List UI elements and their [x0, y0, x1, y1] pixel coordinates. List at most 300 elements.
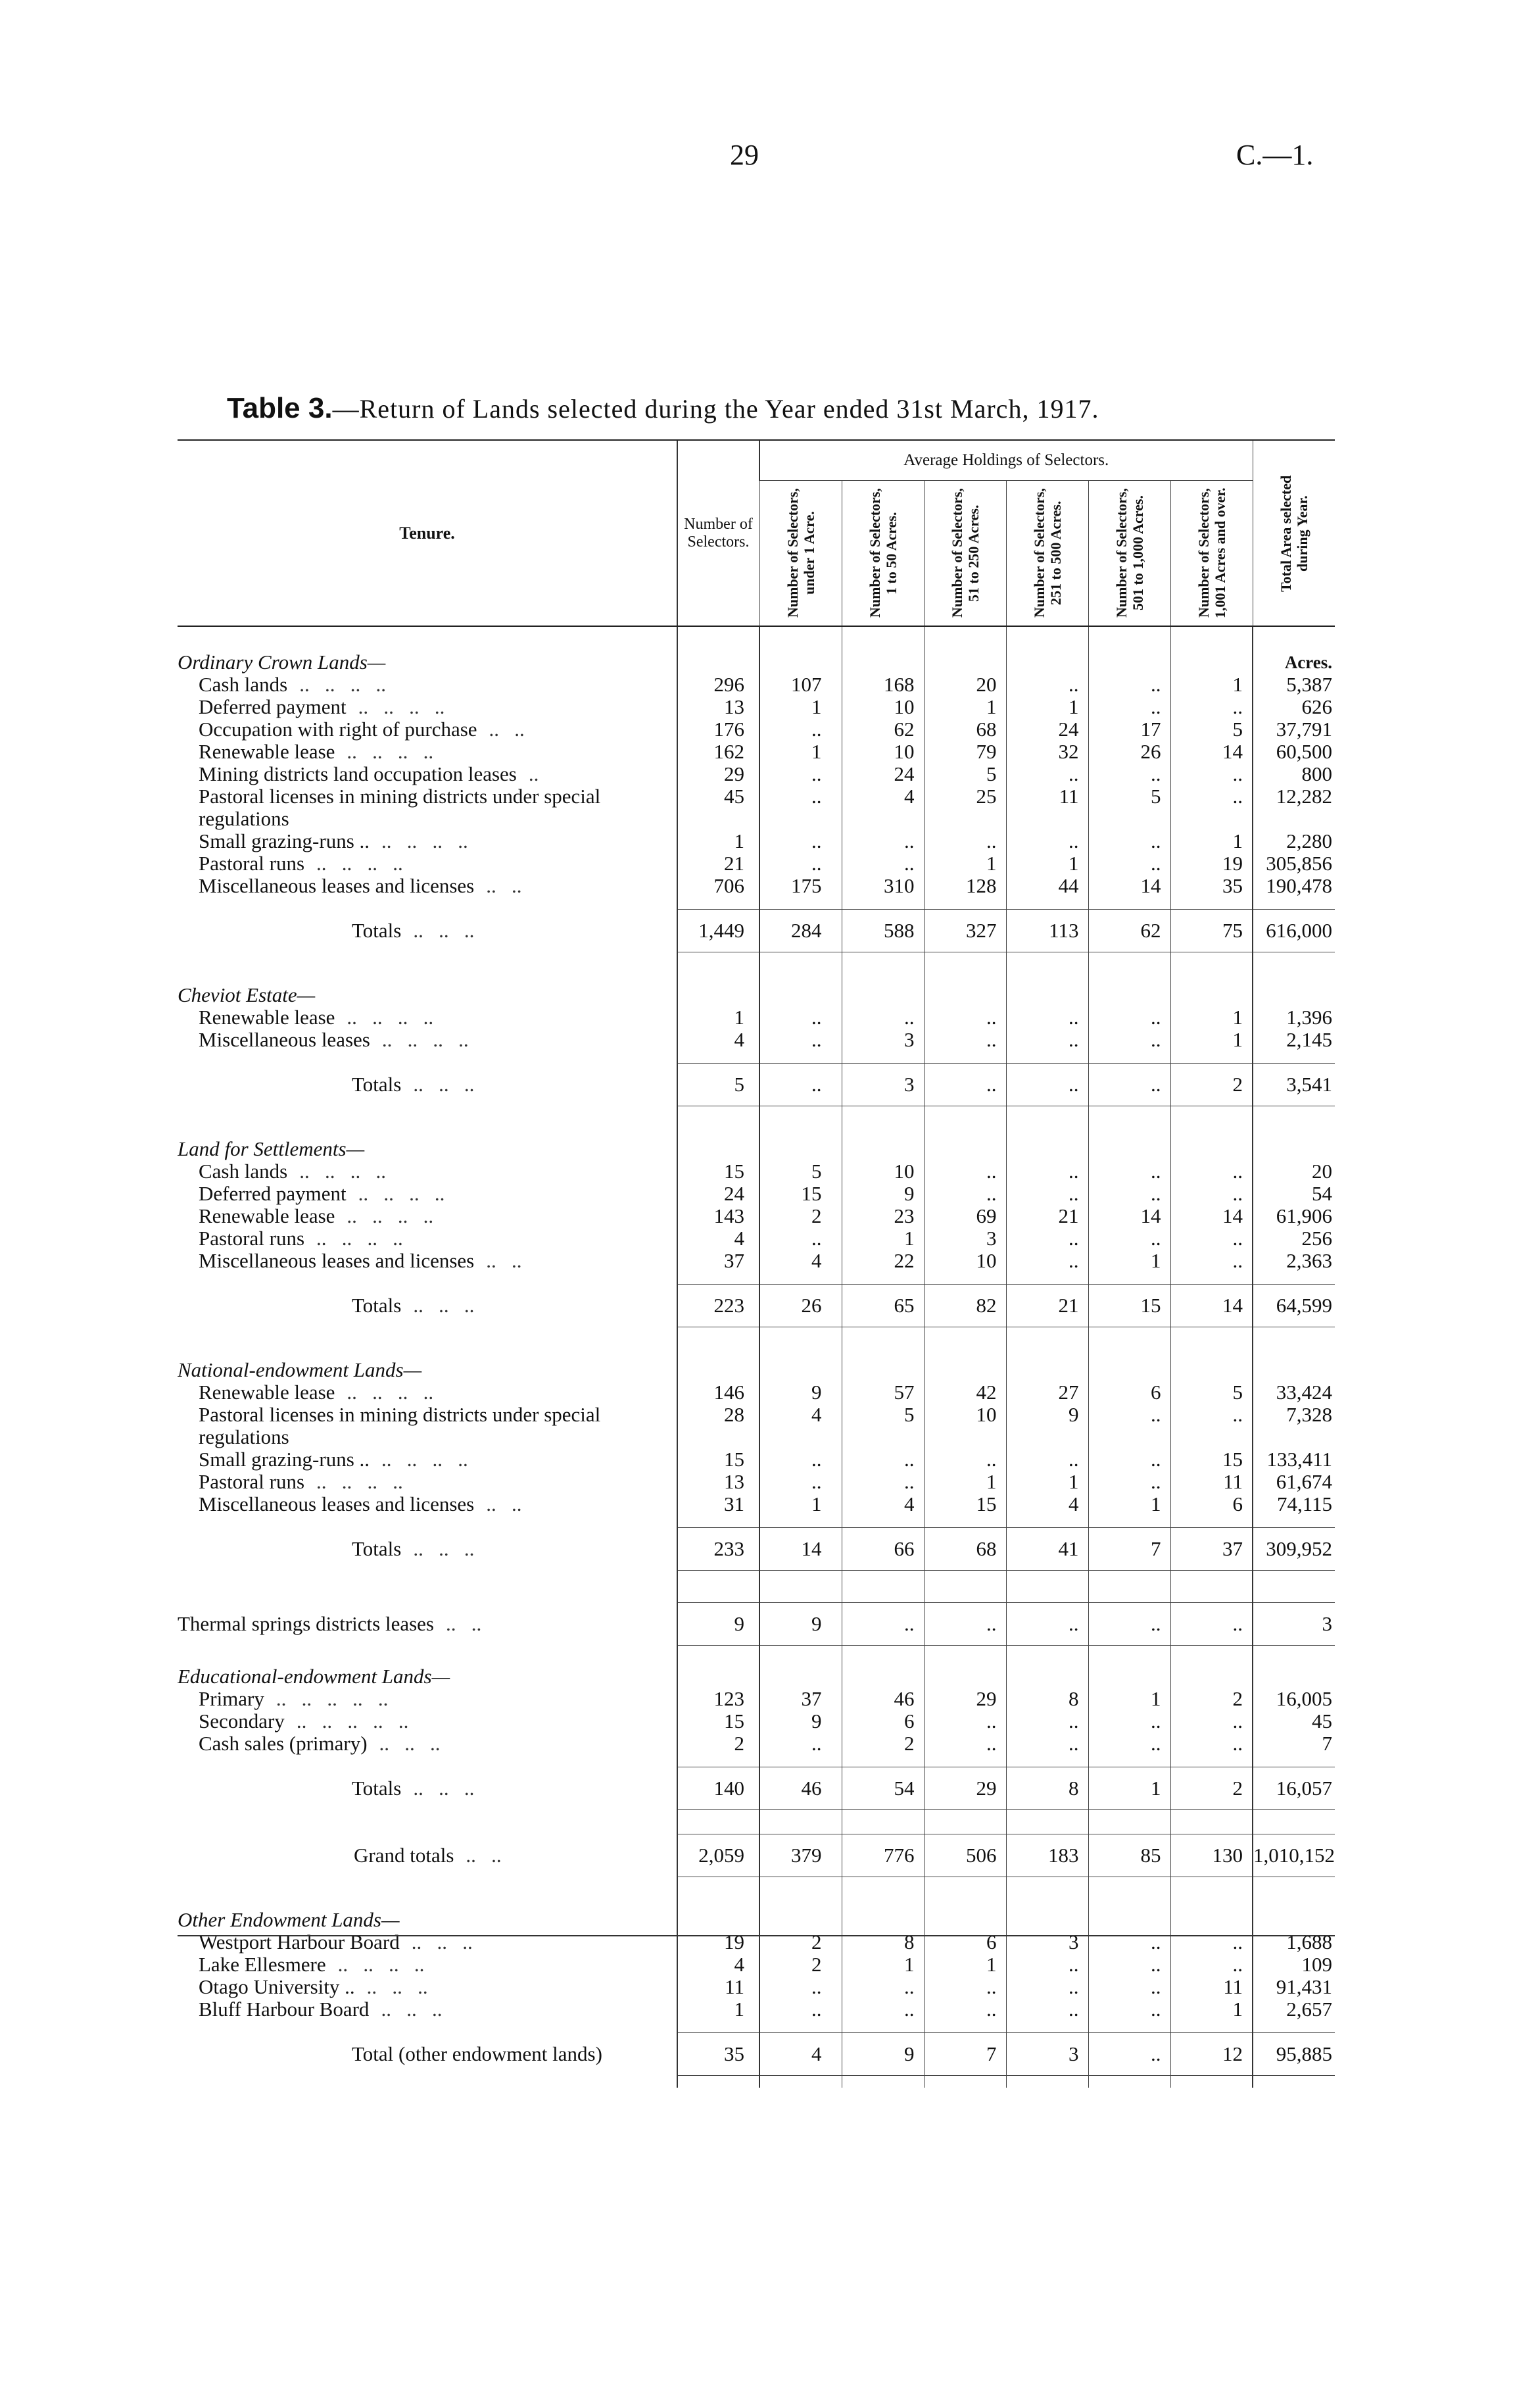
cell-value — [1088, 1909, 1170, 1931]
cell-value: .. — [1170, 1953, 1253, 1976]
cell-value: 9 — [759, 1603, 842, 1646]
cell-value: 17 — [1088, 718, 1170, 741]
cell-value: 14 — [1170, 1285, 1253, 1327]
row-label: Small grazing-runs .. — [199, 830, 370, 852]
cell-value: .. — [1088, 1603, 1170, 1646]
cell-value — [759, 651, 842, 674]
leader-dots: .. .. .. .. — [381, 830, 468, 852]
cell-value: 1 — [1006, 696, 1088, 718]
cell-value: 29 — [924, 1767, 1006, 1810]
section-heading-row — [178, 1359, 1335, 1381]
cell-value — [842, 651, 924, 674]
section-heading-row — [178, 1138, 1335, 1160]
row-label: Mining districts land occupation leases — [199, 763, 517, 785]
cell-value: .. — [1088, 1160, 1170, 1183]
cell-value: 28 — [677, 1404, 759, 1426]
cell-value: 1 — [677, 1998, 759, 2021]
cell-value — [1006, 1909, 1088, 1931]
cell-value: 309,952 — [1253, 1528, 1335, 1571]
cell-value: .. — [1006, 1603, 1088, 1646]
cell-value: 233 — [677, 1528, 759, 1571]
cell-value: 22 — [842, 1250, 924, 1272]
cell-value: .. — [1088, 1931, 1170, 1953]
leader-dots: .. .. .. — [381, 1998, 443, 2021]
cell-value: 4 — [677, 1953, 759, 1976]
row-label: Cash lands — [199, 674, 288, 696]
cell-value: 54 — [1253, 1183, 1335, 1205]
cell-value: 1 — [677, 830, 759, 852]
cell-value: 4 — [759, 1250, 842, 1272]
cell-value: 11 — [1170, 1471, 1253, 1493]
cell-value: 123 — [677, 1688, 759, 1710]
cell-value — [1088, 1359, 1170, 1381]
cell-value: 21 — [677, 852, 759, 875]
cell-value: 9 — [759, 1710, 842, 1732]
spacer-row — [178, 964, 1335, 984]
leader-dots: .. .. .. — [413, 1777, 475, 1800]
spacer-row — [178, 1106, 1335, 1119]
cell-value: .. — [1170, 785, 1253, 808]
table-row — [178, 763, 1335, 785]
cell-value: 1 — [1088, 1493, 1170, 1515]
cell-value — [1088, 1138, 1170, 1160]
cell-value: 2,059 — [677, 1834, 759, 1877]
table-row — [178, 1493, 1335, 1515]
cell-value — [759, 1909, 842, 1931]
cell-value: 10 — [842, 741, 924, 763]
row-label: Miscellaneous leases and licenses — [199, 1493, 475, 1515]
continuation-row — [178, 1426, 1335, 1448]
leader-dots: .. .. .. .. — [316, 1471, 403, 1493]
cell-value: 1 — [1170, 1006, 1253, 1029]
cell-value — [1253, 1359, 1335, 1381]
cell-value: 1 — [759, 696, 842, 718]
cell-value — [1006, 1426, 1088, 1448]
cell-value: 5 — [924, 763, 1006, 785]
cell-value: 6 — [1170, 1493, 1253, 1515]
cell-value: .. — [1170, 1404, 1253, 1426]
cell-value — [1088, 808, 1170, 830]
cell-value — [842, 1426, 924, 1448]
cell-value — [759, 1138, 842, 1160]
leader-dots: .. .. .. — [379, 1732, 441, 1755]
table-row — [178, 830, 1335, 852]
cell-value: .. — [1006, 1998, 1088, 2021]
row-label: Educational-endowment Lands— — [178, 1665, 450, 1688]
cell-value: 1 — [677, 1006, 759, 1029]
spacer-row — [178, 952, 1335, 965]
cell-value: 61,906 — [1253, 1205, 1335, 1227]
cell-value: 5 — [759, 1160, 842, 1183]
cell-value: 6 — [842, 1710, 924, 1732]
cell-value: 183 — [1006, 1834, 1088, 1877]
cell-value — [677, 1359, 759, 1381]
cell-value: 13 — [677, 696, 759, 718]
cell-value — [759, 984, 842, 1006]
spacer-row — [178, 1646, 1335, 1666]
cell-value: 33,424 — [1253, 1381, 1335, 1404]
cell-value: 5 — [1170, 1381, 1253, 1404]
cell-value: 1,010,152 — [1253, 1834, 1335, 1877]
cell-value: .. — [1088, 1404, 1170, 1426]
cell-value: 2,657 — [1253, 1998, 1335, 2021]
cell-value: 26 — [1088, 741, 1170, 763]
cell-value: 1 — [1006, 852, 1088, 875]
row-label: Miscellaneous leases — [199, 1029, 370, 1051]
header-51-to-250-acres: Number of Selectors, 51 to 250 Acres. — [924, 481, 1006, 627]
cell-value — [677, 984, 759, 1006]
cell-value: 2 — [759, 1931, 842, 1953]
cell-value: .. — [924, 1006, 1006, 1029]
cell-value: .. — [759, 852, 842, 875]
cell-value: 57 — [842, 1381, 924, 1404]
cell-value: 1 — [1088, 1767, 1170, 1810]
cell-value: .. — [924, 1160, 1006, 1183]
cell-value — [1253, 1909, 1335, 1931]
cell-value: .. — [924, 1710, 1006, 1732]
cell-value — [842, 1138, 924, 1160]
leader-dots: .. .. .. .. .. — [276, 1688, 389, 1710]
cell-value: 2 — [759, 1205, 842, 1227]
cell-value: .. — [759, 1006, 842, 1029]
spacer-row — [178, 1877, 1335, 1890]
cell-value — [759, 1665, 842, 1688]
cell-value: .. — [1170, 1160, 1253, 1183]
cell-value: 14 — [1088, 875, 1170, 897]
leader-dots: .. .. — [466, 1844, 502, 1867]
cell-value: 12,282 — [1253, 785, 1335, 808]
cell-value: 5 — [842, 1404, 924, 1426]
cell-value: 3 — [842, 1029, 924, 1051]
continuation-row — [178, 808, 1335, 830]
header-tenure: Tenure. — [178, 440, 677, 626]
row-label: Miscellaneous leases and licenses — [199, 1250, 475, 1272]
row-label: Small grazing-runs .. — [199, 1448, 370, 1471]
cell-value: 128 — [924, 875, 1006, 897]
cell-value: .. — [1170, 763, 1253, 785]
cell-value: 19 — [677, 1931, 759, 1953]
cell-value: 1,688 — [1253, 1931, 1335, 1953]
spacer-row — [178, 1051, 1335, 1064]
totals-row — [178, 1064, 1335, 1106]
cell-value: .. — [1006, 1710, 1088, 1732]
header-number-of-selectors: Number of Selectors. — [677, 440, 759, 626]
cell-value: 6 — [1088, 1381, 1170, 1404]
cell-value: .. — [759, 1732, 842, 1755]
row-label: regulations — [199, 808, 289, 830]
table-row — [178, 1029, 1335, 1051]
table-row — [178, 1732, 1335, 1755]
leader-dots: .. .. — [489, 718, 525, 741]
cell-value: 7,328 — [1253, 1404, 1335, 1426]
table-row — [178, 852, 1335, 875]
cell-value: 44 — [1006, 875, 1088, 897]
cell-value: .. — [1088, 1064, 1170, 1106]
cell-value: 29 — [924, 1688, 1006, 1710]
cell-value: 284 — [759, 910, 842, 952]
cell-value: 15 — [677, 1710, 759, 1732]
cell-value: 588 — [842, 910, 924, 952]
table-row — [178, 785, 1335, 808]
cell-value — [842, 1909, 924, 1931]
spacer-row — [178, 1272, 1335, 1285]
cell-value: .. — [1170, 1227, 1253, 1250]
table-row — [178, 1160, 1335, 1183]
cell-value — [924, 808, 1006, 830]
cell-value: 168 — [842, 674, 924, 696]
cell-value: 62 — [842, 718, 924, 741]
cell-value — [677, 1909, 759, 1931]
cell-value: 9 — [1006, 1404, 1088, 1426]
row-label: Lake Ellesmere — [199, 1953, 326, 1976]
cell-value — [1253, 651, 1335, 674]
cell-value: .. — [924, 1998, 1006, 2021]
row-label: Deferred payment — [199, 696, 347, 718]
cell-value: 9 — [677, 1603, 759, 1646]
cell-value: .. — [759, 830, 842, 852]
row-label: Renewable lease — [199, 1205, 335, 1227]
cell-value: 162 — [677, 741, 759, 763]
cell-value: 616,000 — [1253, 910, 1335, 952]
cell-value: .. — [759, 718, 842, 741]
leader-dots: .. .. — [486, 1250, 522, 1272]
cell-value: .. — [842, 1448, 924, 1471]
cell-value: 9 — [759, 1381, 842, 1404]
leader-dots: .. .. .. .. — [381, 1029, 469, 1051]
header-average-holdings: Average Holdings of Selectors. — [759, 440, 1253, 481]
leader-dots: .. .. .. .. — [358, 1183, 445, 1205]
cell-value: 305,856 — [1253, 852, 1335, 875]
cell-value: 23 — [842, 1205, 924, 1227]
cell-value: 21 — [1006, 1285, 1088, 1327]
cell-value: .. — [759, 1998, 842, 2021]
cell-value: 26 — [759, 1285, 842, 1327]
cell-value: .. — [759, 1064, 842, 1106]
page-number: 29 — [730, 139, 759, 171]
cell-value: 296 — [677, 674, 759, 696]
leader-dots: .. .. .. .. — [299, 674, 386, 696]
spacer-row — [178, 1889, 1335, 1909]
cell-value — [1170, 1359, 1253, 1381]
cell-value: 256 — [1253, 1227, 1335, 1250]
spacer-row — [178, 1583, 1335, 1603]
table-row — [178, 1998, 1335, 2021]
cell-value: 1 — [759, 1493, 842, 1515]
cell-value: 20 — [1253, 1160, 1335, 1183]
cell-value: 5 — [1170, 718, 1253, 741]
cell-value: .. — [1088, 1227, 1170, 1250]
row-label: Deferred payment — [199, 1183, 347, 1205]
header-251-to-500-acres: Number of Selectors, 251 to 500 Acres. — [1006, 481, 1088, 627]
cell-value: .. — [924, 1183, 1006, 1205]
spacer-row — [178, 1755, 1335, 1767]
cell-value — [1253, 1665, 1335, 1688]
cell-value: 1 — [759, 741, 842, 763]
table-title-text: —Return of Lands selected during the Year ended 31st March, 1917. — [332, 394, 1099, 424]
cell-value — [759, 1426, 842, 1448]
cell-value — [1170, 651, 1253, 674]
cell-value: 7 — [924, 2033, 1006, 2076]
leader-dots: .. .. .. .. .. — [296, 1710, 409, 1732]
cell-value — [759, 808, 842, 830]
cell-value: 45 — [677, 785, 759, 808]
row-label: Cash lands — [199, 1160, 288, 1183]
cell-value: 133,411 — [1253, 1448, 1335, 1471]
cell-value: 64,599 — [1253, 1285, 1335, 1327]
cell-value: .. — [759, 763, 842, 785]
row-label: Totals — [352, 1073, 402, 1096]
cell-value: .. — [1088, 1448, 1170, 1471]
row-label: Occupation with right of purchase — [199, 718, 477, 741]
leader-dots: .. .. .. .. — [358, 696, 445, 718]
cell-value: 66 — [842, 1528, 924, 1571]
cell-value: .. — [759, 1471, 842, 1493]
spacer-row — [178, 2076, 1335, 2088]
spacer-row — [178, 1571, 1335, 1583]
cell-value: 1 — [842, 1227, 924, 1250]
cell-value: 25 — [924, 785, 1006, 808]
cell-value: 2,145 — [1253, 1029, 1335, 1051]
header-1001-acres-and-over: Number of Selectors, 1,001 Acres and over. — [1170, 481, 1253, 627]
cell-value: 14 — [1170, 741, 1253, 763]
cell-value: .. — [1006, 1064, 1088, 1106]
cell-value: .. — [842, 1471, 924, 1493]
cell-value: 4 — [842, 1493, 924, 1515]
table-row — [178, 1953, 1335, 1976]
cell-value: 140 — [677, 1767, 759, 1810]
spacer-row — [178, 1822, 1335, 1834]
cell-value: .. — [924, 1603, 1006, 1646]
row-label: Otago University .. — [199, 1976, 355, 1998]
cell-value — [842, 1665, 924, 1688]
cell-value: .. — [924, 1976, 1006, 1998]
cell-value: .. — [1006, 1006, 1088, 1029]
cell-value: .. — [842, 852, 924, 875]
cell-value: 1 — [924, 852, 1006, 875]
cell-value: 85 — [1088, 1834, 1170, 1877]
cell-value — [1088, 984, 1170, 1006]
cell-value: 61,674 — [1253, 1471, 1335, 1493]
cell-value: .. — [1088, 763, 1170, 785]
cell-value: 11 — [1170, 1976, 1253, 1998]
cell-value: 20 — [924, 674, 1006, 696]
row-label: Ordinary Crown Lands— — [178, 651, 386, 674]
cell-value: .. — [842, 830, 924, 852]
cell-value — [677, 651, 759, 674]
cell-value — [1088, 651, 1170, 674]
row-label: Other Endowment Lands— — [178, 1909, 400, 1931]
cell-value: 130 — [1170, 1834, 1253, 1877]
cell-value: 12 — [1170, 2033, 1253, 2076]
cell-value: 9 — [842, 2033, 924, 2076]
cell-value: 11 — [677, 1976, 759, 1998]
cell-value: 16,057 — [1253, 1767, 1335, 1810]
cell-value: 19 — [1170, 852, 1253, 875]
row-label: Pastoral licenses in mining districts under special — [199, 785, 601, 808]
cell-value: 1 — [1006, 1471, 1088, 1493]
cell-value: 1 — [1170, 1998, 1253, 2021]
cell-value: 5 — [1088, 785, 1170, 808]
cell-value: .. — [842, 1976, 924, 1998]
cell-value: 24 — [677, 1183, 759, 1205]
cell-value: .. — [759, 1976, 842, 1998]
cell-value: 107 — [759, 674, 842, 696]
row-label: Pastoral runs — [199, 852, 305, 875]
spacer-row — [178, 1118, 1335, 1138]
cell-value: .. — [1088, 1976, 1170, 1998]
row-label: Miscellaneous leases and licenses — [199, 875, 475, 897]
cell-value: 5,387 — [1253, 674, 1335, 696]
leader-dots: .. .. .. .. — [347, 1205, 434, 1227]
cell-value: 3 — [1006, 2033, 1088, 2076]
cell-value: .. — [1170, 696, 1253, 718]
cell-value: .. — [1006, 1029, 1088, 1051]
table-row — [178, 1183, 1335, 1205]
cell-value: .. — [842, 1603, 924, 1646]
leader-dots: .. — [528, 763, 539, 785]
cell-value: 5 — [677, 1064, 759, 1106]
cell-value: .. — [842, 1006, 924, 1029]
cell-value — [1088, 1426, 1170, 1448]
leader-dots: .. .. .. — [413, 1073, 475, 1096]
leader-dots: .. .. — [446, 1612, 482, 1635]
cell-value: 69 — [924, 1205, 1006, 1227]
cell-value: 37 — [677, 1250, 759, 1272]
cell-value: .. — [1088, 1029, 1170, 1051]
cell-value: 2 — [759, 1953, 842, 1976]
row-label: Totals — [352, 1294, 402, 1317]
cell-value: 3 — [842, 1064, 924, 1106]
cell-value — [842, 984, 924, 1006]
cell-value: 14 — [759, 1528, 842, 1571]
cell-value: 113 — [1006, 910, 1088, 952]
cell-value: 3,541 — [1253, 1064, 1335, 1106]
cell-value — [924, 1138, 1006, 1160]
cell-value: .. — [1088, 674, 1170, 696]
row-label: Total (other endowment lands) — [352, 2042, 602, 2065]
cell-value: .. — [1088, 2033, 1170, 2076]
cell-value: 46 — [842, 1688, 924, 1710]
table-row — [178, 1471, 1335, 1493]
cell-value: .. — [1006, 1160, 1088, 1183]
cell-value: 310 — [842, 875, 924, 897]
cell-value: .. — [1088, 1732, 1170, 1755]
totals-row — [178, 910, 1335, 952]
cell-value: .. — [759, 1029, 842, 1051]
row-label: Renewable lease — [199, 1381, 335, 1404]
cell-value — [1006, 1359, 1088, 1381]
cell-value: 15 — [677, 1160, 759, 1183]
cell-value: .. — [1170, 1183, 1253, 1205]
cell-value: .. — [1088, 830, 1170, 852]
cell-value — [1170, 1665, 1253, 1688]
cell-value — [924, 1909, 1006, 1931]
cell-value — [924, 1359, 1006, 1381]
row-label: Renewable lease — [199, 741, 335, 763]
leader-dots: .. .. .. — [413, 1294, 475, 1317]
return-of-lands-table — [178, 439, 1335, 2088]
cell-value: 10 — [842, 696, 924, 718]
cell-value: 2 — [1170, 1064, 1253, 1106]
cell-value: 223 — [677, 1285, 759, 1327]
cell-value: .. — [759, 1227, 842, 1250]
leader-dots: .. .. .. .. — [347, 1006, 434, 1029]
cell-value: 2 — [1170, 1767, 1253, 1810]
cell-value: 54 — [842, 1767, 924, 1810]
cell-value: .. — [1170, 1710, 1253, 1732]
cell-value: 37,791 — [1253, 718, 1335, 741]
cell-value — [677, 808, 759, 830]
